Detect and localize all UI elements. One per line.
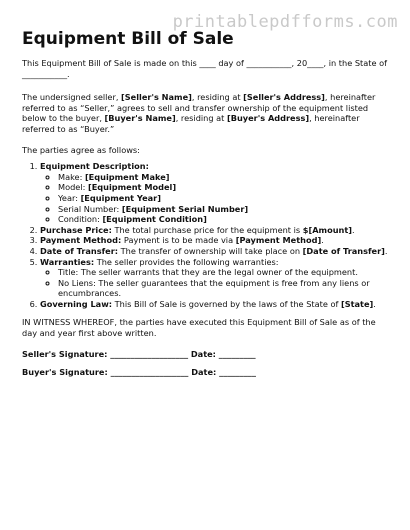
warranties-list — [40, 267, 388, 299]
detail-model — [58, 182, 388, 193]
term-purchase-price — [40, 225, 388, 236]
condition-placeholder: [Equipment Condition] — [102, 214, 207, 225]
parties-text-2: , residing at — [191, 92, 244, 103]
term-text: Payment is to be made via — [121, 235, 236, 246]
payment-method-placeholder: [Payment Method] — [235, 235, 322, 246]
term-label: Equipment Description: — [40, 161, 149, 172]
parties-paragraph — [22, 92, 388, 134]
term-warranties — [40, 257, 388, 299]
watermark: printablepdfforms.com — [172, 12, 398, 32]
detail-label: Condition: — [58, 214, 103, 225]
year-placeholder: [Equipment Year] — [80, 192, 161, 203]
term-period: . — [384, 245, 388, 256]
intro-paragraph — [22, 58, 388, 79]
term-label: Date of Transfer: — [40, 245, 119, 256]
transfer-date-placeholder: [Date of Transfer] — [302, 245, 385, 256]
term-payment-method — [40, 235, 388, 246]
parties-text-1: The undersigned seller, — [22, 92, 122, 103]
detail-label: Make: — [58, 171, 85, 182]
detail-label: Serial Number: — [58, 203, 122, 214]
bill-of-sale-document — [22, 28, 388, 378]
term-equipment-description — [40, 161, 388, 225]
seller-signature-line: Seller's Signature: ___________________ Date: _________ — [22, 348, 256, 359]
term-date-of-transfer — [40, 246, 388, 257]
term-text: This Bill of Sale is governed by the laws of the State of — [112, 298, 341, 309]
term-period: . — [373, 298, 376, 309]
term-text: The total purchase price for the equipment is — [111, 224, 303, 235]
detail-year — [58, 193, 388, 204]
equipment-details-list — [40, 172, 388, 225]
terms-list — [22, 161, 388, 309]
seller-name-placeholder: [Seller's Name] — [121, 92, 192, 103]
term-period: . — [321, 235, 324, 246]
parties-text-3: , hereinafter referred to as “Seller,” agrees to sell and transfer ownership of the equipment listed below to the buyer, — [22, 92, 376, 124]
detail-make — [58, 172, 388, 183]
serial-placeholder: [Equipment Serial Number] — [121, 203, 249, 214]
document-title: Equipment Bill of Sale — [22, 29, 234, 49]
detail-label: Model: — [58, 182, 88, 193]
warranty-title: ◦ Title: The seller warrants that they are the legal owner of the equipment. — [58, 267, 388, 278]
intro-line-2: ___________. — [22, 68, 70, 79]
term-label: Payment Method: — [40, 235, 122, 246]
make-placeholder: [Equipment Make] — [84, 171, 170, 182]
term-governing-law — [40, 299, 388, 310]
term-period: . — [352, 224, 355, 235]
term-label: Purchase Price: — [40, 224, 112, 235]
buyer-name-placeholder: [Buyer's Name] — [104, 113, 176, 124]
intro-line-1: This Equipment Bill of Sale is made on this ____ day of ___________, 20____, in the State of — [22, 58, 388, 68]
parties-text-5: , hereinafter referred to as “Buyer.” — [22, 113, 360, 134]
witness-paragraph: IN WITNESS WHEREOF, the parties have executed this Equipment Bill of Sale as of the day and year first above written. — [22, 317, 376, 339]
model-placeholder: [Equipment Model] — [87, 182, 177, 193]
state-placeholder: [State] — [340, 298, 374, 309]
term-label: Governing Law: — [40, 298, 113, 309]
amount-placeholder: $[Amount] — [302, 224, 353, 235]
term-text: The seller provides the following warranties: — [94, 256, 279, 267]
detail-label: Year: — [58, 192, 81, 203]
buyer-address-placeholder: [Buyer's Address] — [226, 113, 310, 124]
parties-text-4: , residing at — [175, 113, 227, 124]
seller-address-placeholder: [Seller's Address] — [243, 92, 325, 103]
detail-serial — [58, 204, 388, 215]
warranty-no-liens: ◦ No Liens: The seller guarantees that the equipment is free from any liens or encumbrances. — [58, 278, 388, 299]
buyer-signature-line: Buyer's Signature: ___________________ Date: _________ — [22, 367, 256, 378]
agree-statement: The parties agree as follows: — [22, 144, 140, 155]
detail-condition — [58, 214, 388, 225]
term-label: Warranties: — [40, 256, 95, 267]
term-text: The transfer of ownership will take place on — [118, 245, 303, 256]
